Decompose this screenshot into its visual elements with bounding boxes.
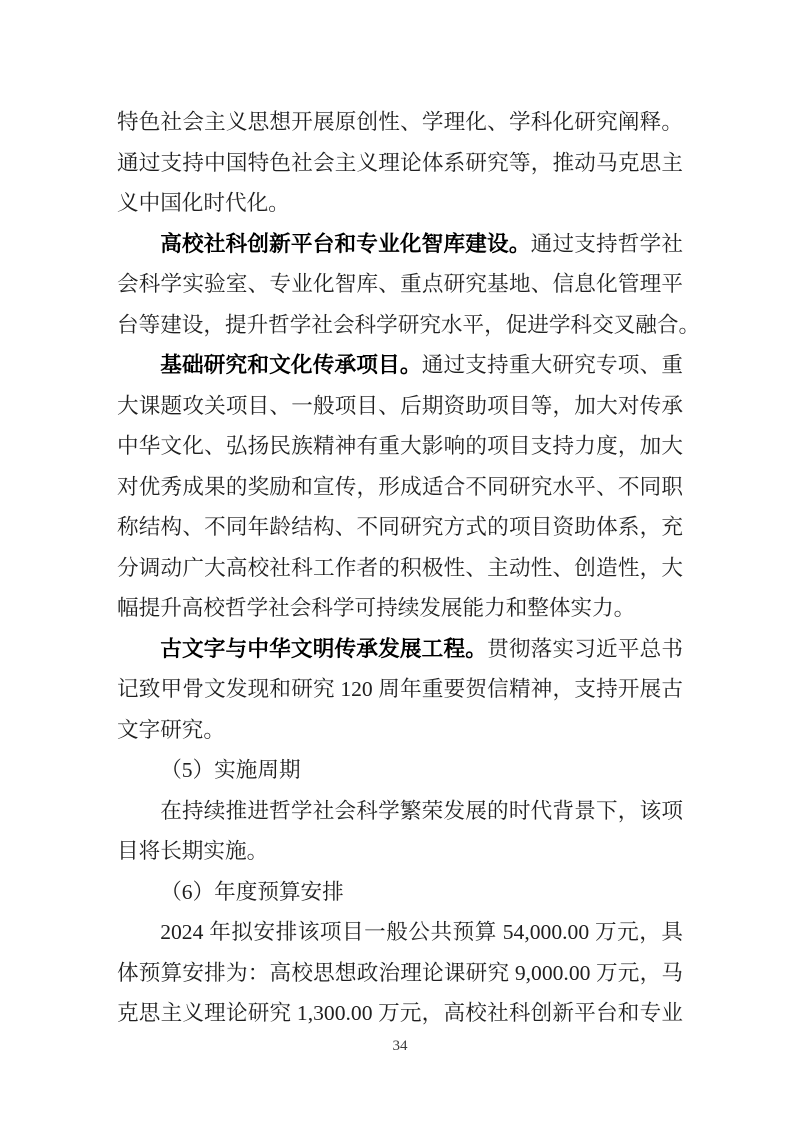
text-line: [117, 224, 683, 265]
text-line: [117, 791, 683, 832]
text-line: [117, 993, 683, 1034]
text-line: [117, 345, 683, 386]
text-line: [117, 831, 683, 872]
text-line: [117, 305, 701, 346]
text-line: [117, 953, 683, 994]
text-line: [117, 912, 683, 953]
bold-lead-text: 高校社科创新平台和专业化智库建设。: [160, 231, 531, 256]
text-segment: 中华文化、弘扬民族精神有重大影响的项目支持力度，加大: [117, 434, 683, 458]
text-segment: （5）实施周期: [160, 758, 301, 782]
text-line: [117, 588, 683, 629]
text-segment: 体预算安排为：高校思想政治理论课研究 9,000.00 万元，马: [117, 960, 683, 985]
text-segment: 义中国化时代化。: [117, 191, 290, 215]
text-segment: 贯彻落实习近平总书: [487, 636, 683, 661]
text-line: [117, 467, 683, 508]
text-segment: 称结构、不同年龄结构、不同研究方式的项目资助体系，充: [117, 515, 683, 539]
text-segment: 通过支持中国特色社会主义理论体系研究等，推动马克思主: [117, 150, 683, 175]
text-line: [117, 386, 683, 427]
text-line: [117, 143, 683, 184]
text-line: [117, 669, 683, 710]
text-line: [117, 548, 683, 589]
text-line: [117, 264, 683, 305]
text-line: [117, 710, 683, 751]
text-segment: 记致甲骨文发现和研究 120 周年重要贺信精神，支持开展古: [117, 677, 683, 701]
text-line: [117, 426, 683, 467]
text-segment: 台等建设，提升哲学社会科学研究水平，促进学科交叉融合。: [117, 312, 701, 337]
text-segment: 文字研究。: [117, 717, 225, 742]
text-segment: 2024 年拟安排该项目一般公共预算 54,000.00 万元，具: [160, 920, 683, 944]
bold-lead-text: 古文字与中华文明传承发展工程。: [160, 636, 488, 661]
text-line: [117, 872, 683, 913]
text-segment: 分调动广大高校社科工作者的积极性、主动性、创造性，大: [117, 555, 683, 580]
text-segment: 目将长期实施。: [117, 839, 269, 863]
page-number: 34: [392, 1038, 408, 1054]
text-segment: 会科学实验室、专业化智库、重点研究基地、信息化管理平: [117, 272, 683, 296]
text-segment: 大课题攻关项目、一般项目、后期资助项目等，加大对传承: [117, 393, 683, 418]
body-text: [117, 102, 701, 1034]
text-line: [117, 507, 683, 548]
text-segment: 在持续推进哲学社会科学繁荣发展的时代背景下，该项: [160, 798, 683, 823]
text-segment: 特色社会主义思想开展原创性、学理化、学科化研究阐释。: [117, 110, 683, 134]
text-segment: （6）年度预算安排: [160, 879, 344, 904]
text-segment: 幅提升高校哲学社会科学可持续发展能力和整体实力。: [117, 596, 636, 620]
text-segment: 通过支持重大研究专项、重: [421, 353, 683, 377]
text-segment: 对优秀成果的奖励和宣传，形成适合不同研究水平、不同职: [117, 474, 683, 499]
bold-lead-text: 基础研究和文化传承项目。: [160, 353, 422, 377]
text-line: [117, 183, 683, 224]
text-segment: 克思主义理论研究 1,300.00 万元，高校社科创新平台和专业: [117, 1001, 683, 1025]
text-line: [117, 750, 683, 791]
text-segment: 通过支持哲学社: [530, 231, 683, 256]
text-line: [117, 102, 683, 143]
text-line: [117, 629, 683, 670]
